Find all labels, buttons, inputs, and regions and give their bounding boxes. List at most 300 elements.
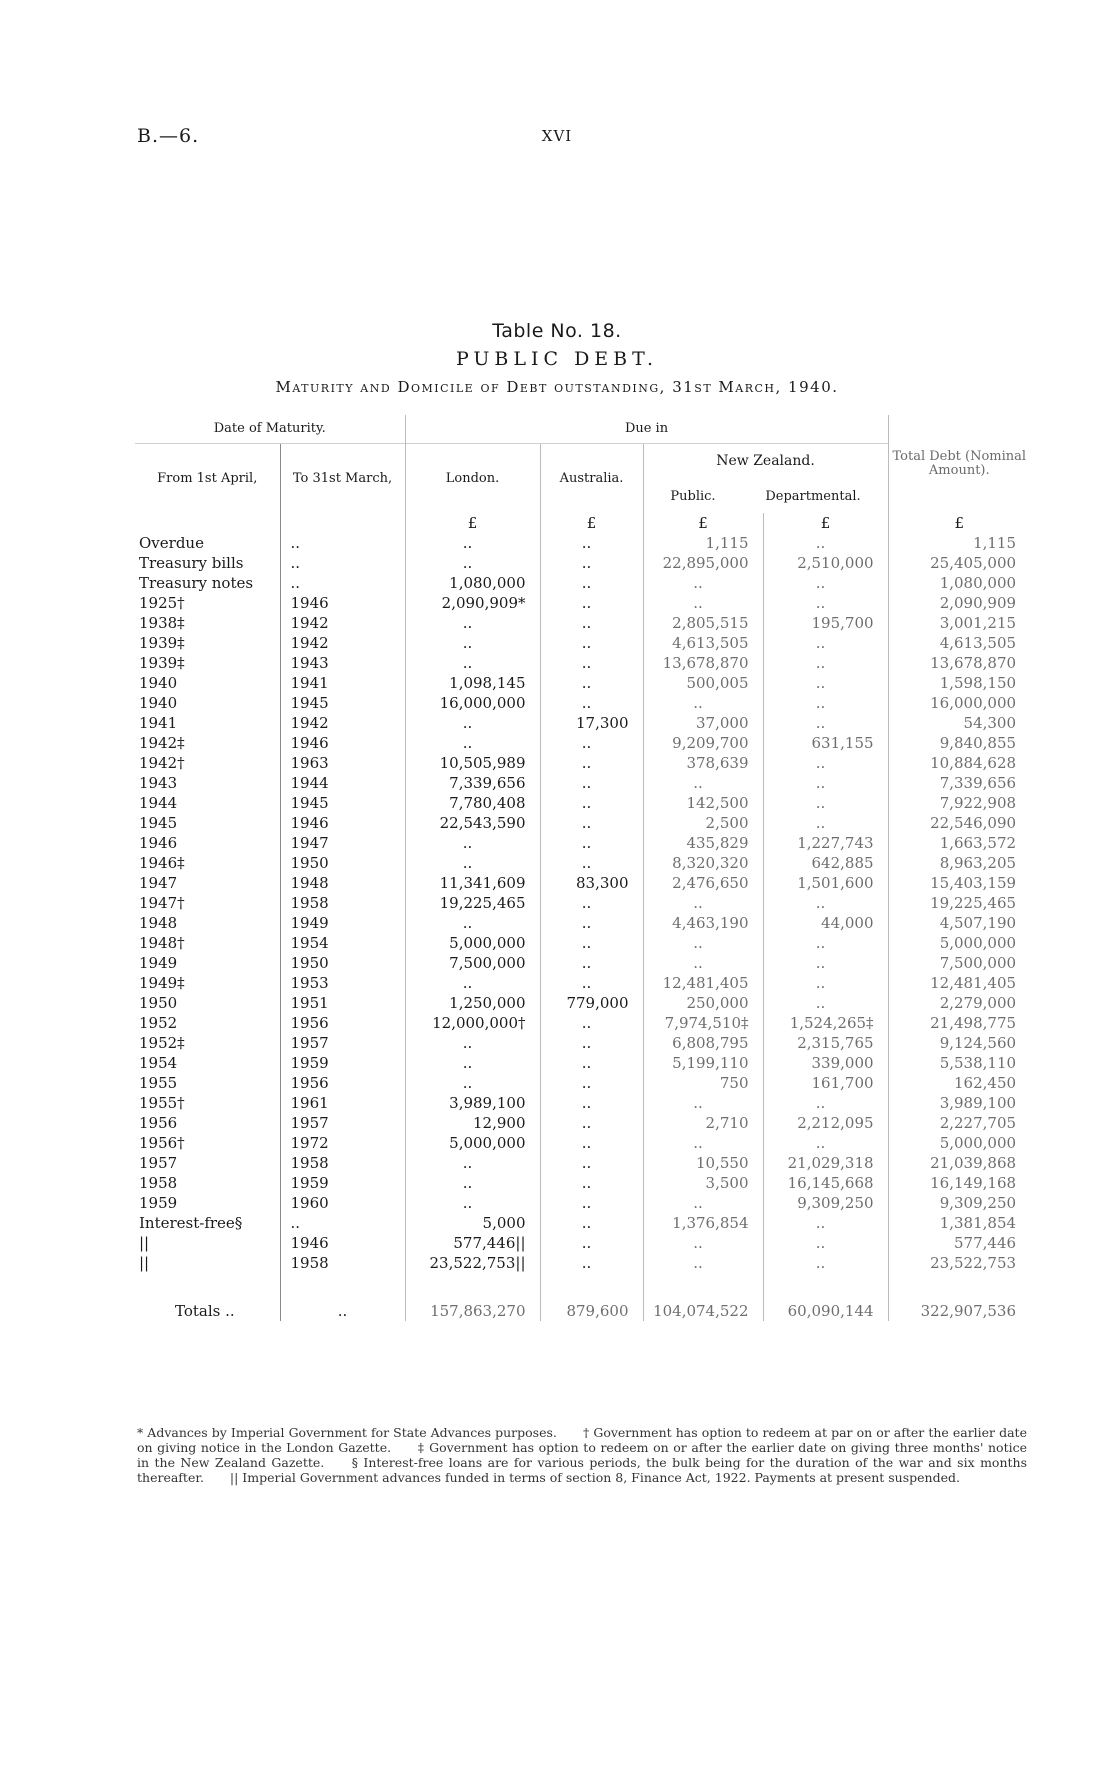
cell-total: 5,000,000 xyxy=(888,933,1030,953)
cell-to: 1942 xyxy=(280,633,405,653)
cell-total: 1,663,572 xyxy=(888,833,1030,853)
cell-total: 1,598,150 xyxy=(888,673,1030,693)
table-row xyxy=(135,693,1030,713)
cell-london: .. xyxy=(405,613,540,633)
cell-departmental: .. xyxy=(763,633,888,653)
cell-total: 2,090,909 xyxy=(888,593,1030,613)
cell-london: .. xyxy=(405,913,540,933)
cell-to: 1949 xyxy=(280,913,405,933)
cell-to: 1958 xyxy=(280,1153,405,1173)
cell-total: 19,225,465 xyxy=(888,893,1030,913)
cell-total: 16,149,168 xyxy=(888,1173,1030,1193)
table-row xyxy=(135,573,1030,593)
cell-australia: .. xyxy=(540,653,643,673)
cell-australia: .. xyxy=(540,913,643,933)
cell-public: 13,678,870 xyxy=(643,653,763,673)
total-debt-header: Total Debt (Nominal Amount). xyxy=(888,415,1030,513)
cell-from: 1940 xyxy=(139,694,178,712)
cell-from: 1954 xyxy=(139,1054,178,1072)
cell-australia: .. xyxy=(540,1053,643,1073)
cell-total: 23,522,753 xyxy=(888,1253,1030,1273)
cell-to: .. xyxy=(280,553,405,573)
cell-london: 7,339,656 xyxy=(405,773,540,793)
cell-from: 1959 xyxy=(139,1194,178,1212)
cell-london: .. xyxy=(405,973,540,993)
cell-australia: .. xyxy=(540,533,643,553)
cell-public: .. xyxy=(643,1133,763,1153)
cell-from: 1950 xyxy=(139,994,178,1012)
cell-departmental: .. xyxy=(763,673,888,693)
cell-public: .. xyxy=(643,1233,763,1253)
cell-total: 5,000,000 xyxy=(888,1133,1030,1153)
page-header xyxy=(0,125,1114,155)
cell-to: 1956 xyxy=(280,1073,405,1093)
table-row xyxy=(135,1093,1030,1113)
cell-australia: .. xyxy=(540,893,643,913)
cell-from: 1952‡ xyxy=(139,1034,185,1052)
cell-to: .. xyxy=(280,533,405,553)
cell-public: 142,500 xyxy=(643,793,763,813)
cell-to: 1947 xyxy=(280,833,405,853)
cell-to: .. xyxy=(280,573,405,593)
cell-departmental: 44,000 xyxy=(763,913,888,933)
cell-to: 1953 xyxy=(280,973,405,993)
cell-from: Treasury notes xyxy=(139,574,254,592)
cell-to: 1954 xyxy=(280,933,405,953)
table-row xyxy=(135,593,1030,613)
cell-from: 1949‡ xyxy=(139,974,185,992)
cell-total: 4,507,190 xyxy=(888,913,1030,933)
cell-london: .. xyxy=(405,1073,540,1093)
cell-departmental: .. xyxy=(763,953,888,973)
cell-total: 1,115 xyxy=(888,533,1030,553)
table-row xyxy=(135,1013,1030,1033)
cell-public: 1,376,854 xyxy=(643,1213,763,1233)
cell-to: 1950 xyxy=(280,953,405,973)
london-header: London. xyxy=(405,443,540,513)
cell-public: 500,005 xyxy=(643,673,763,693)
cell-london: 5,000 xyxy=(405,1213,540,1233)
cell-london: 11,341,609 xyxy=(405,873,540,893)
table-number: Table No. 18. xyxy=(492,320,622,342)
currency-symbol: £ xyxy=(540,513,643,533)
public-debt-table xyxy=(135,415,1030,1321)
cell-from: 1939‡ xyxy=(139,634,185,652)
cell-public: 8,320,320 xyxy=(643,853,763,873)
currency-symbol: £ xyxy=(405,513,540,533)
cell-total: 7,339,656 xyxy=(888,773,1030,793)
cell-australia: .. xyxy=(540,1173,643,1193)
cell-australia: .. xyxy=(540,953,643,973)
cell-total: 21,498,775 xyxy=(888,1013,1030,1033)
cell-from: 1947 xyxy=(139,874,178,892)
table-row xyxy=(135,633,1030,653)
table-row xyxy=(135,1253,1030,1273)
cell-to: 1957 xyxy=(280,1033,405,1053)
cell-public: 3,500 xyxy=(643,1173,763,1193)
cell-london: .. xyxy=(405,1173,540,1193)
footnotes xyxy=(137,1425,1027,1485)
cell-from: 1947† xyxy=(139,894,185,912)
cell-london: .. xyxy=(405,553,540,573)
cell-total: 2,227,705 xyxy=(888,1113,1030,1133)
cell-departmental: .. xyxy=(763,753,888,773)
cell-to: 1942 xyxy=(280,613,405,633)
cell-london: 1,098,145 xyxy=(405,673,540,693)
cell-departmental: .. xyxy=(763,1133,888,1153)
cell-to: 1945 xyxy=(280,793,405,813)
cell-australia: .. xyxy=(540,673,643,693)
cell-australia: .. xyxy=(540,573,643,593)
table-row xyxy=(135,1173,1030,1193)
cell-australia: 83,300 xyxy=(540,873,643,893)
cell-departmental: 1,501,600 xyxy=(763,873,888,893)
cell-australia: .. xyxy=(540,733,643,753)
cell-australia: .. xyxy=(540,973,643,993)
cell-london: 3,989,100 xyxy=(405,1093,540,1113)
cell-australia: 779,000 xyxy=(540,993,643,1013)
cell-from: 1944 xyxy=(139,794,178,812)
table-row xyxy=(135,873,1030,893)
cell-public: 750 xyxy=(643,1073,763,1093)
cell-departmental: .. xyxy=(763,1093,888,1113)
cell-australia: .. xyxy=(540,1193,643,1213)
currency-row xyxy=(135,513,1030,533)
cell-departmental: 339,000 xyxy=(763,1053,888,1073)
totals-to: .. xyxy=(280,1273,405,1321)
date-of-maturity-header: Date of Maturity. xyxy=(213,421,326,437)
cell-london: .. xyxy=(405,1033,540,1053)
cell-to: 1959 xyxy=(280,1173,405,1193)
footnote: ‡ Government has option to redeem on or after the earlier date on giving three months' notice in the New Zealand Gazette. xyxy=(137,1440,1027,1470)
cell-total: 1,381,854 xyxy=(888,1213,1030,1233)
cell-total: 9,840,855 xyxy=(888,733,1030,753)
cell-total: 22,546,090 xyxy=(888,813,1030,833)
cell-to: 1944 xyxy=(280,773,405,793)
cell-from: 1948† xyxy=(139,934,185,952)
cell-to: 1951 xyxy=(280,993,405,1013)
cell-from: || xyxy=(139,1254,150,1272)
table-row xyxy=(135,1053,1030,1073)
cell-from: 1946 xyxy=(139,834,178,852)
cell-to: 1946 xyxy=(280,593,405,613)
cell-london: 1,250,000 xyxy=(405,993,540,1013)
cell-london: 12,000,000† xyxy=(405,1013,540,1033)
cell-departmental: 21,029,318 xyxy=(763,1153,888,1173)
cell-australia: .. xyxy=(540,1013,643,1033)
cell-departmental: 2,212,095 xyxy=(763,1113,888,1133)
cell-public: 10,550 xyxy=(643,1153,763,1173)
table-row xyxy=(135,833,1030,853)
cell-total: 54,300 xyxy=(888,713,1030,733)
cell-total: 25,405,000 xyxy=(888,553,1030,573)
cell-from: Treasury bills xyxy=(139,554,244,572)
cell-total: 3,001,215 xyxy=(888,613,1030,633)
cell-london: 5,000,000 xyxy=(405,933,540,953)
cell-public: 378,639 xyxy=(643,753,763,773)
cell-london: .. xyxy=(405,1153,540,1173)
cell-australia: .. xyxy=(540,693,643,713)
cell-to: 1946 xyxy=(280,813,405,833)
cell-australia: .. xyxy=(540,593,643,613)
cell-australia: .. xyxy=(540,853,643,873)
cell-to: 1972 xyxy=(280,1133,405,1153)
totals-total: 322,907,536 xyxy=(888,1273,1030,1321)
table-row xyxy=(135,533,1030,553)
cell-total: 16,000,000 xyxy=(888,693,1030,713)
cell-departmental: .. xyxy=(763,993,888,1013)
cell-total: 5,538,110 xyxy=(888,1053,1030,1073)
table-row xyxy=(135,913,1030,933)
cell-australia: .. xyxy=(540,793,643,813)
cell-public: .. xyxy=(643,773,763,793)
table-row xyxy=(135,1213,1030,1233)
cell-total: 4,613,505 xyxy=(888,633,1030,653)
cell-london: .. xyxy=(405,633,540,653)
cell-departmental: .. xyxy=(763,773,888,793)
cell-departmental: .. xyxy=(763,653,888,673)
public-header: Public. xyxy=(670,488,716,504)
cell-london: .. xyxy=(405,853,540,873)
cell-public: 250,000 xyxy=(643,993,763,1013)
table-row xyxy=(135,553,1030,573)
totals-london: 157,863,270 xyxy=(405,1273,540,1321)
table-row xyxy=(135,753,1030,773)
totals-australia: 879,600 xyxy=(540,1273,643,1321)
cell-london: .. xyxy=(405,653,540,673)
cell-public: 9,209,700 xyxy=(643,733,763,753)
cell-to: .. xyxy=(280,1213,405,1233)
cell-public: 7,974,510‡ xyxy=(643,1013,763,1033)
table-row xyxy=(135,993,1030,1013)
cell-from: 1957 xyxy=(139,1154,178,1172)
cell-departmental: 195,700 xyxy=(763,613,888,633)
table-row xyxy=(135,933,1030,953)
cell-departmental: 2,510,000 xyxy=(763,553,888,573)
cell-london: 5,000,000 xyxy=(405,1133,540,1153)
cell-total: 577,446 xyxy=(888,1233,1030,1253)
cell-total: 10,884,628 xyxy=(888,753,1030,773)
cell-to: 1948 xyxy=(280,873,405,893)
cell-london: 1,080,000 xyxy=(405,573,540,593)
cell-public: 12,481,405 xyxy=(643,973,763,993)
cell-departmental: .. xyxy=(763,793,888,813)
cell-london: 12,900 xyxy=(405,1113,540,1133)
to-header: To 31st March, xyxy=(280,443,405,513)
currency-symbol: £ xyxy=(643,513,763,533)
table-row xyxy=(135,1133,1030,1153)
cell-departmental: .. xyxy=(763,593,888,613)
from-header: From 1st April, xyxy=(135,443,280,513)
cell-australia: .. xyxy=(540,1073,643,1093)
table-row xyxy=(135,793,1030,813)
table-row xyxy=(135,733,1030,753)
table-row xyxy=(135,1113,1030,1133)
cell-from: 1925† xyxy=(139,594,185,612)
cell-departmental: 1,524,265‡ xyxy=(763,1013,888,1033)
cell-departmental: .. xyxy=(763,693,888,713)
cell-departmental: .. xyxy=(763,1213,888,1233)
due-in-header: Due in xyxy=(405,415,888,443)
cell-total: 21,039,868 xyxy=(888,1153,1030,1173)
totals-public: 104,074,522 xyxy=(643,1273,763,1321)
cell-to: 1943 xyxy=(280,653,405,673)
cell-from: 1942† xyxy=(139,754,185,772)
cell-to: 1963 xyxy=(280,753,405,773)
cell-public: 2,500 xyxy=(643,813,763,833)
cell-to: 1958 xyxy=(280,893,405,913)
cell-from: 1952 xyxy=(139,1014,178,1032)
group-header-row xyxy=(135,415,1030,443)
cell-total: 1,080,000 xyxy=(888,573,1030,593)
cell-to: 1946 xyxy=(280,733,405,753)
cell-australia: .. xyxy=(540,1133,643,1153)
cell-total: 162,450 xyxy=(888,1073,1030,1093)
cell-from: 1956 xyxy=(139,1114,178,1132)
new-zealand-label: New Zealand. xyxy=(716,452,815,469)
cell-from: || xyxy=(139,1234,150,1252)
cell-australia: .. xyxy=(540,933,643,953)
cell-to: 1958 xyxy=(280,1253,405,1273)
cell-departmental: 642,885 xyxy=(763,853,888,873)
cell-australia: .. xyxy=(540,553,643,573)
cell-london: 19,225,465 xyxy=(405,893,540,913)
cell-london: .. xyxy=(405,713,540,733)
new-zealand-header xyxy=(643,443,888,513)
cell-australia: .. xyxy=(540,753,643,773)
table-row xyxy=(135,953,1030,973)
cell-london: .. xyxy=(405,1053,540,1073)
cell-london: .. xyxy=(405,833,540,853)
cell-australia: .. xyxy=(540,1153,643,1173)
table-row xyxy=(135,713,1030,733)
cell-public: 435,829 xyxy=(643,833,763,853)
cell-public: 2,476,650 xyxy=(643,873,763,893)
footnote: * Advances by Imperial Government for State Advances purposes. xyxy=(137,1425,557,1440)
cell-australia: .. xyxy=(540,633,643,653)
table-row xyxy=(135,1033,1030,1053)
cell-total: 15,403,159 xyxy=(888,873,1030,893)
table-row xyxy=(135,1233,1030,1253)
table-row xyxy=(135,893,1030,913)
cell-london: 22,543,590 xyxy=(405,813,540,833)
cell-london: 10,505,989 xyxy=(405,753,540,773)
cell-public: .. xyxy=(643,593,763,613)
currency-symbol: £ xyxy=(763,513,888,533)
cell-from: 1938‡ xyxy=(139,614,185,632)
cell-departmental: 161,700 xyxy=(763,1073,888,1093)
cell-to: 1957 xyxy=(280,1113,405,1133)
cell-from: 1945 xyxy=(139,814,178,832)
cell-to: 1960 xyxy=(280,1193,405,1213)
cell-public: .. xyxy=(643,1193,763,1213)
cell-to: 1950 xyxy=(280,853,405,873)
cell-australia: .. xyxy=(540,813,643,833)
cell-from: 1949 xyxy=(139,954,178,972)
cell-departmental: .. xyxy=(763,933,888,953)
footnote: § Interest-free loans are for various periods, the bulk being for the duration of the war and six months thereafter. xyxy=(137,1455,1027,1485)
cell-public: 4,463,190 xyxy=(643,913,763,933)
cell-departmental: .. xyxy=(763,1253,888,1273)
table-row xyxy=(135,653,1030,673)
cell-london: 23,522,753|| xyxy=(405,1253,540,1273)
cell-public: .. xyxy=(643,933,763,953)
cell-public: .. xyxy=(643,1093,763,1113)
cell-australia: .. xyxy=(540,833,643,853)
totals-label: Totals .. xyxy=(175,1302,235,1320)
cell-australia: 17,300 xyxy=(540,713,643,733)
cell-to: 1961 xyxy=(280,1093,405,1113)
table-subtitle: Maturity and Domicile of Debt outstanding, 31st March, 1940. xyxy=(275,378,839,396)
cell-total: 7,500,000 xyxy=(888,953,1030,973)
australia-header: Australia. xyxy=(540,443,643,513)
cell-from: 1939‡ xyxy=(139,654,185,672)
cell-london: .. xyxy=(405,733,540,753)
table-titles xyxy=(0,320,1114,396)
cell-departmental: .. xyxy=(763,893,888,913)
table-body xyxy=(135,513,1030,1273)
cell-departmental: .. xyxy=(763,713,888,733)
cell-public: 5,199,110 xyxy=(643,1053,763,1073)
table-title: PUBLIC DEBT. xyxy=(455,348,659,370)
departmental-header: Departmental. xyxy=(765,488,861,504)
totals-departmental: 60,090,144 xyxy=(763,1273,888,1321)
cell-to: 1959 xyxy=(280,1053,405,1073)
cell-departmental: .. xyxy=(763,813,888,833)
cell-australia: .. xyxy=(540,1233,643,1253)
page-reference: B.—6. xyxy=(137,125,200,147)
cell-from: Interest-free§ xyxy=(139,1214,243,1232)
cell-public: .. xyxy=(643,953,763,973)
cell-from: 1941 xyxy=(139,714,178,732)
cell-departmental: .. xyxy=(763,973,888,993)
cell-australia: .. xyxy=(540,613,643,633)
cell-to: 1941 xyxy=(280,673,405,693)
currency-symbol: £ xyxy=(888,513,1030,533)
cell-to: 1956 xyxy=(280,1013,405,1033)
table-row xyxy=(135,1073,1030,1093)
table-row xyxy=(135,853,1030,873)
totals-row xyxy=(135,1273,1030,1321)
cell-public: 4,613,505 xyxy=(643,633,763,653)
cell-departmental: 1,227,743 xyxy=(763,833,888,853)
cell-australia: .. xyxy=(540,1033,643,1053)
cell-from: 1956† xyxy=(139,1134,185,1152)
page-number: XVI xyxy=(541,127,573,145)
footnote: † Government has option to redeem at par on or after the earlier date on giving notice in the London Gazette. xyxy=(137,1425,1027,1455)
cell-departmental: 2,315,765 xyxy=(763,1033,888,1053)
cell-public: 22,895,000 xyxy=(643,553,763,573)
cell-public: .. xyxy=(643,573,763,593)
cell-from: 1940 xyxy=(139,674,178,692)
cell-from: 1942‡ xyxy=(139,734,185,752)
cell-departmental: .. xyxy=(763,573,888,593)
cell-london: 7,500,000 xyxy=(405,953,540,973)
table-row xyxy=(135,773,1030,793)
cell-london: 7,780,408 xyxy=(405,793,540,813)
table-row xyxy=(135,973,1030,993)
cell-to: 1946 xyxy=(280,1233,405,1253)
cell-from: 1955 xyxy=(139,1074,178,1092)
table-row xyxy=(135,613,1030,633)
cell-london: .. xyxy=(405,533,540,553)
cell-london: .. xyxy=(405,1193,540,1213)
cell-australia: .. xyxy=(540,773,643,793)
cell-departmental: 9,309,250 xyxy=(763,1193,888,1213)
cell-from: 1958 xyxy=(139,1174,178,1192)
cell-total: 13,678,870 xyxy=(888,653,1030,673)
cell-london: 577,446|| xyxy=(405,1233,540,1253)
